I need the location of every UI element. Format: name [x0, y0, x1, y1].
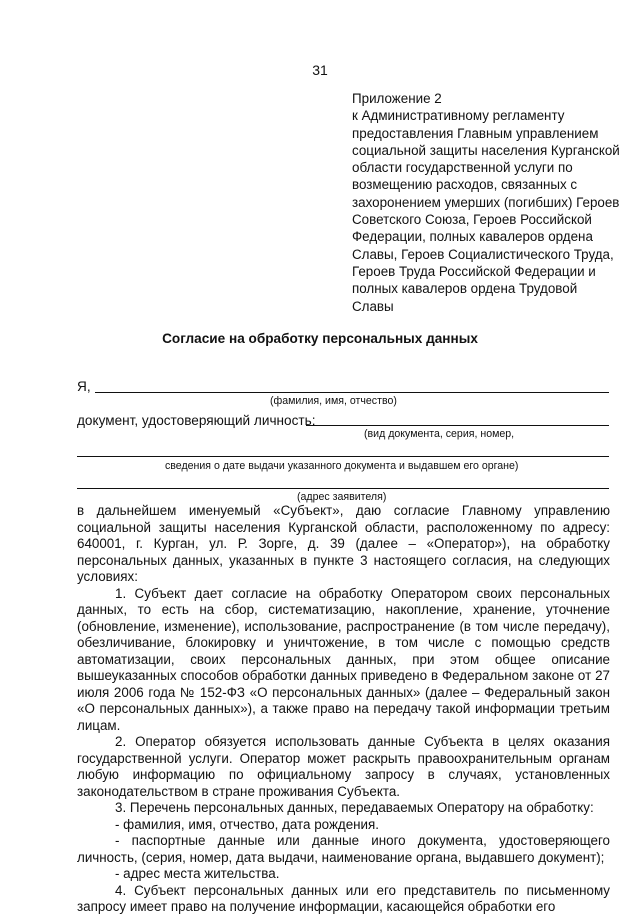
appendix-line: предоставления Главным управлением — [352, 125, 599, 141]
list-item-passport: - паспортные данные или данные иного документа, удостоверяющего личность, (серия, номер, дата выдачи, наименование органа, выдавшего документ); — [77, 833, 610, 865]
list-item-fio: - фамилия, имя, отчество, дата рождения. — [115, 816, 380, 832]
paragraph-3: 3. Перечень персональных данных, передаваемых Оператору на обработку: — [115, 800, 594, 815]
appendix-line: захоронением умерших (погибших) Героев — [352, 194, 620, 210]
fio-caption: (фамилия, имя, отчество) — [270, 395, 397, 407]
paragraph-4: 4. Субъект персональных данных или его представитель по письменному запросу имеет право на получение информации, касающейся обработки его — [77, 882, 610, 914]
list-item-address: - адрес места жительства. — [115, 866, 280, 881]
paragraph-2: 2. Оператор обязуется использовать данные Субъекта в целях оказания государственной услуги. Оператор может раскрыть правоохранительным органам любую информацию по официальному запросу в случаях, установленных законодательством в стране проживания Субъекта. — [77, 734, 610, 799]
document-title: Согласие на обработку персональных данных — [162, 331, 478, 346]
appendix-line: к Административному регламенту — [352, 108, 565, 124]
doc-label: документ, удостоверяющий личность: — [77, 413, 316, 428]
paragraph-intro: в дальнейшем именуемый «Субъект», даю согласие Главному управлению социальной защиты населения Курганской области, расположенному по адресу: 640001, г. Курган, ул. Р. Зорге, д. 39 (далее – «Оператор»), на обработку персональных данных, указанных в пункте 3 настоящего согласия, на следующих условиях: — [77, 503, 610, 584]
appendix-line: Славы — [352, 298, 394, 314]
issue-field-line[interactable] — [77, 456, 609, 457]
doc-caption: (вид документа, серия, номер, — [364, 428, 515, 440]
address-caption: (адрес заявителя) — [297, 491, 387, 503]
paragraph-1: 1. Субъект дает согласие на обработку Оператором своих персональных данных, то есть на сбор, систематизацию, накопление, хранение, уточнение (обновление, изменение), использование, распространение (в том числе передачу), обезличивание, блокировку и уничтожение, в том числе с помощью средств автоматизации, своих персональных данных, при этом общее описание вышеуказанных способов обработки данных приведено в Федеральном законе от 27 июля 2006 года № 152-ФЗ «О персональных данных» (далее – Федеральный закон «О персональных данных»), а также право на передачу такой информации третьим лицам. — [77, 585, 610, 733]
appendix-line: социальной защиты населения Курганской — [352, 142, 620, 158]
appendix-block — [352, 90, 630, 315]
appendix-line: Приложение 2 — [352, 91, 442, 106]
appendix-line: Советского Союза, Героев Российской — [352, 212, 592, 228]
issue-caption: сведения о дате выдачи указанного документа и выдавшем его органе) — [165, 460, 519, 472]
appendix-line: возмещению расходов, связанных с — [352, 177, 578, 193]
appendix-line: области государственной услуги по — [352, 160, 573, 176]
appendix-line: Героев Труда Российской Федерации и — [352, 263, 596, 279]
appendix-line: полных кавалеров ордена Трудовой — [352, 281, 578, 297]
page-number: 31 — [312, 62, 328, 78]
appendix-line: Федерации, полных кавалеров ордена — [352, 229, 593, 245]
doc-field-line[interactable] — [306, 425, 609, 426]
appendix-line: Славы, Героев Социалистического Труда, — [352, 246, 614, 262]
i-label: Я, — [77, 379, 91, 394]
address-field-line[interactable] — [77, 488, 609, 489]
fio-field-line[interactable] — [95, 392, 609, 393]
body-text — [77, 503, 610, 916]
